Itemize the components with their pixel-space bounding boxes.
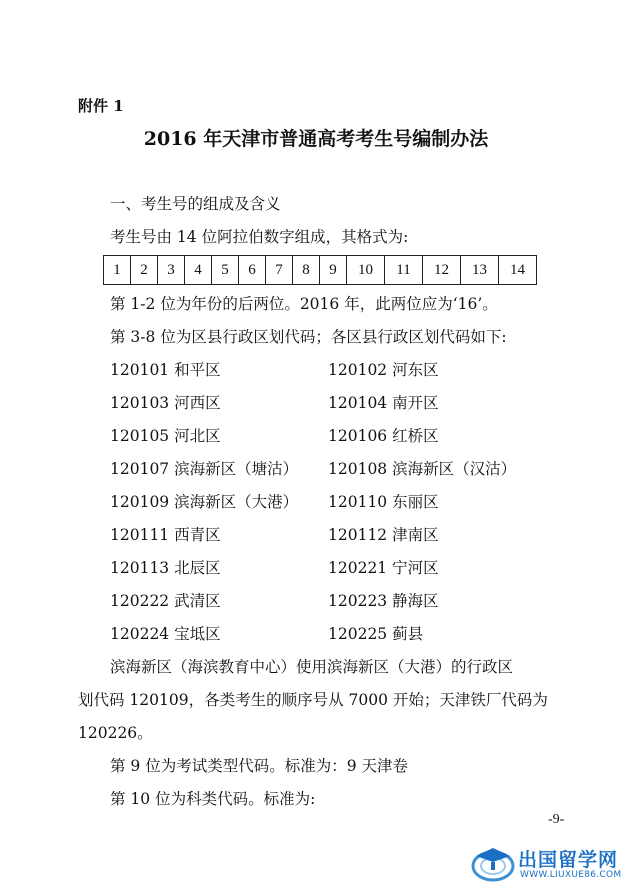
digit-cell: 11 [385, 256, 423, 285]
globe-cap-icon [470, 844, 516, 884]
watermark-name: 出国留学网 [518, 849, 619, 871]
digit-cell: 13 [461, 256, 499, 285]
digit-cell: 14 [499, 256, 537, 285]
exam-type-rule: 第 9 位为考试类型代码。标准为：9 天津卷 [110, 757, 409, 775]
district-code-item: 120222 武清区 [110, 592, 221, 610]
digit-cell: 5 [212, 256, 239, 285]
digit-cell: 2 [131, 256, 158, 285]
district-code-item: 120104 南开区 [328, 394, 439, 412]
district-code-item: 120112 津南区 [328, 526, 439, 544]
district-code-item: 120103 河西区 [110, 394, 221, 412]
district-code-item: 120106 红桥区 [328, 427, 439, 445]
digit-cell: 8 [293, 256, 320, 285]
digit-cell: 10 [347, 256, 385, 285]
page-number: -9- [548, 812, 565, 827]
subject-rule: 第 10 位为科类代码。标准为: [110, 790, 316, 808]
district-code-item: 120221 宁河区 [328, 559, 439, 577]
district-code-item: 120223 静海区 [328, 592, 439, 610]
district-code-item: 120224 宝坻区 [110, 625, 221, 643]
digit-cell: 4 [185, 256, 212, 285]
digit-cell: 9 [320, 256, 347, 285]
district-code-item: 120102 河东区 [328, 361, 439, 379]
year-rule: 第 1-2 位为年份的后两位。2016 年，此两位应为‘16’。 [110, 295, 498, 313]
digit-cell: 1 [104, 256, 131, 285]
digit-format-table [103, 255, 537, 285]
digit-cell: 7 [266, 256, 293, 285]
district-code-item: 120225 蓟县 [328, 625, 424, 643]
format-intro: 考生号由 14 位阿拉伯数字组成，其格式为: [110, 228, 409, 246]
paragraph-line: 120226。 [78, 724, 153, 742]
district-code-item: 120109 滨海新区（大港） [110, 493, 299, 511]
document-title: 2016 年天津市普通高考考生号编制办法 [143, 128, 489, 150]
watermark-url: WWW.LIUXUE86.COM [520, 870, 622, 880]
watermark-logo [470, 842, 632, 886]
district-code-item: 120107 滨海新区（塘沽） [110, 460, 299, 478]
digit-cell: 6 [239, 256, 266, 285]
paragraph-line: 滨海新区（海滨教育中心）使用滨海新区（大港）的行政区 [110, 658, 514, 676]
district-code-item: 120113 北辰区 [110, 559, 221, 577]
digit-cell: 12 [423, 256, 461, 285]
digit-row [104, 256, 537, 285]
digit-cell: 3 [158, 256, 185, 285]
attachment-label: 附件 1 [78, 97, 124, 115]
paragraph-line: 划代码 120109，各类考生的顺序号从 7000 开始；天津铁厂代码为 [78, 691, 548, 709]
district-code-item: 120108 滨海新区（汉沽） [328, 460, 517, 478]
district-code-item: 120101 和平区 [110, 361, 221, 379]
district-rule: 第 3-8 位为区县行政区划代码；各区县行政区划代码如下: [110, 328, 507, 346]
district-code-item: 120111 西青区 [110, 526, 221, 544]
section-heading: 一、考生号的组成及含义 [110, 195, 281, 213]
district-code-item: 120110 东丽区 [328, 493, 439, 511]
district-code-item: 120105 河北区 [110, 427, 221, 445]
